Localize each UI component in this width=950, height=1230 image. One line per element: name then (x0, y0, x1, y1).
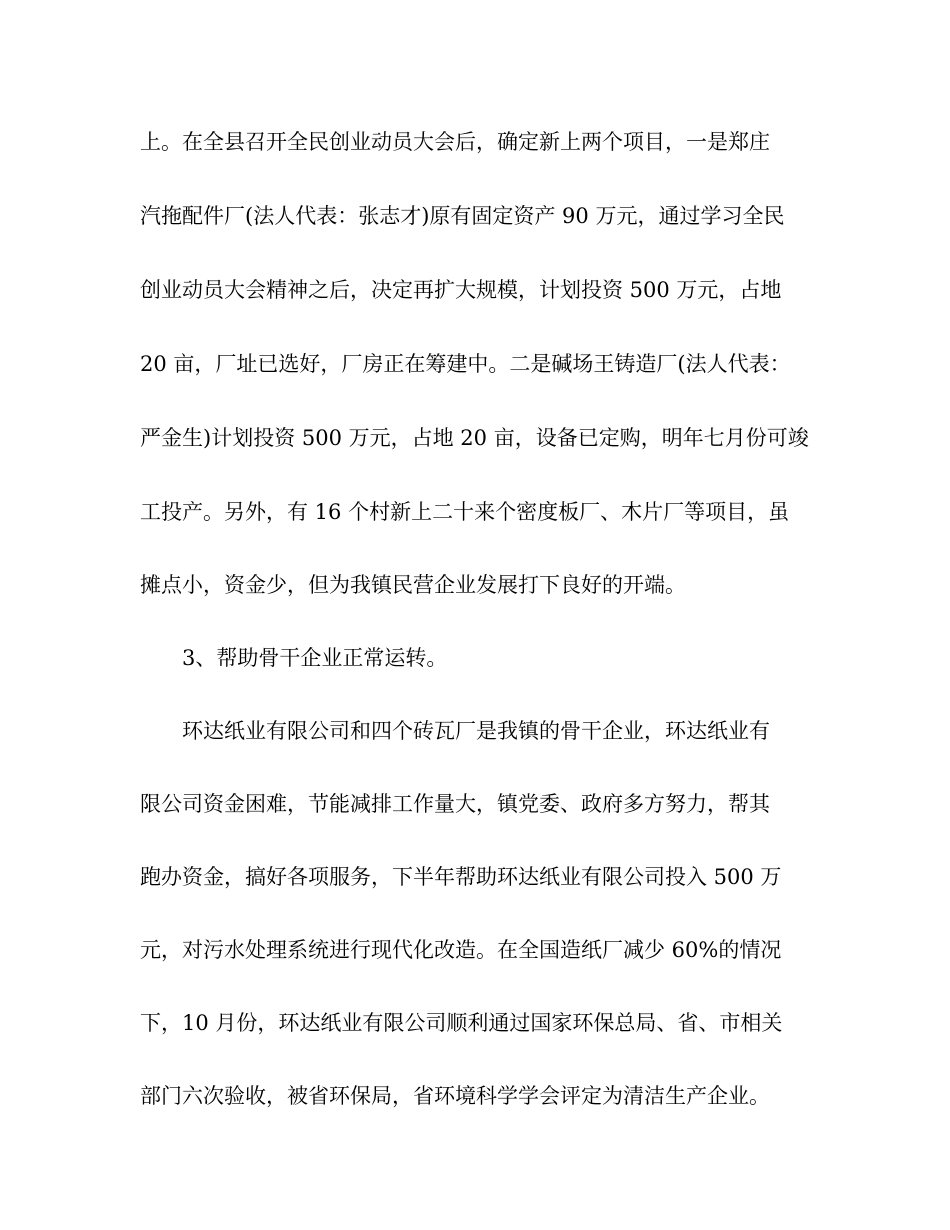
text-line-12: 元，对污水处理系统进行现代化改造。在全国造纸厂减少 60%的情况 (140, 938, 782, 962)
text-line-7: 摊点小，资金少，但为我镇民营企业发展打下良好的开端。 (140, 573, 686, 597)
section-heading: 3、帮助骨干企业正常运转。 (182, 646, 448, 670)
text-line-9: 环达纸业有限公司和四个砖瓦厂是我镇的骨干企业，环达纸业有 (182, 719, 770, 743)
text-line-1: 上。在全县召开全民创业动员大会后，确定新上两个项目，一是郑庄 (140, 130, 770, 154)
text-line-11: 跑办资金，搞好各项服务，下半年帮助环达纸业有限公司投入 500 万 (140, 865, 782, 889)
text-line-14: 部门六次验收，被省环保局，省环境科学学会评定为清洁生产企业。 (140, 1084, 770, 1108)
text-line-4: 20 亩，厂址已选好，厂房正在筹建中。二是碱场王铸造厂(法人代表： (140, 352, 791, 376)
text-line-6: 工投产。另外，有 16 个村新上二十来个密度板厂、木片厂等项目，虽 (140, 500, 790, 524)
text-line-3: 创业动员大会精神之后，决定再扩大规模，计划投资 500 万元，占地 (140, 278, 782, 302)
text-line-5: 严金生)计划投资 500 万元，占地 20 亩，设备已定购，明年七月份可竣 (140, 426, 809, 450)
text-line-10: 限公司资金困难，节能减排工作量大，镇党委、政府多方努力，帮其 (140, 792, 770, 816)
text-line-2: 汽拖配件厂(法人代表：张志才)原有固定资产 90 万元，通过学习全民 (140, 204, 785, 228)
text-line-13: 下，10 月份，环达纸业有限公司顺利通过国家环保总局、省、市相关 (140, 1011, 783, 1035)
